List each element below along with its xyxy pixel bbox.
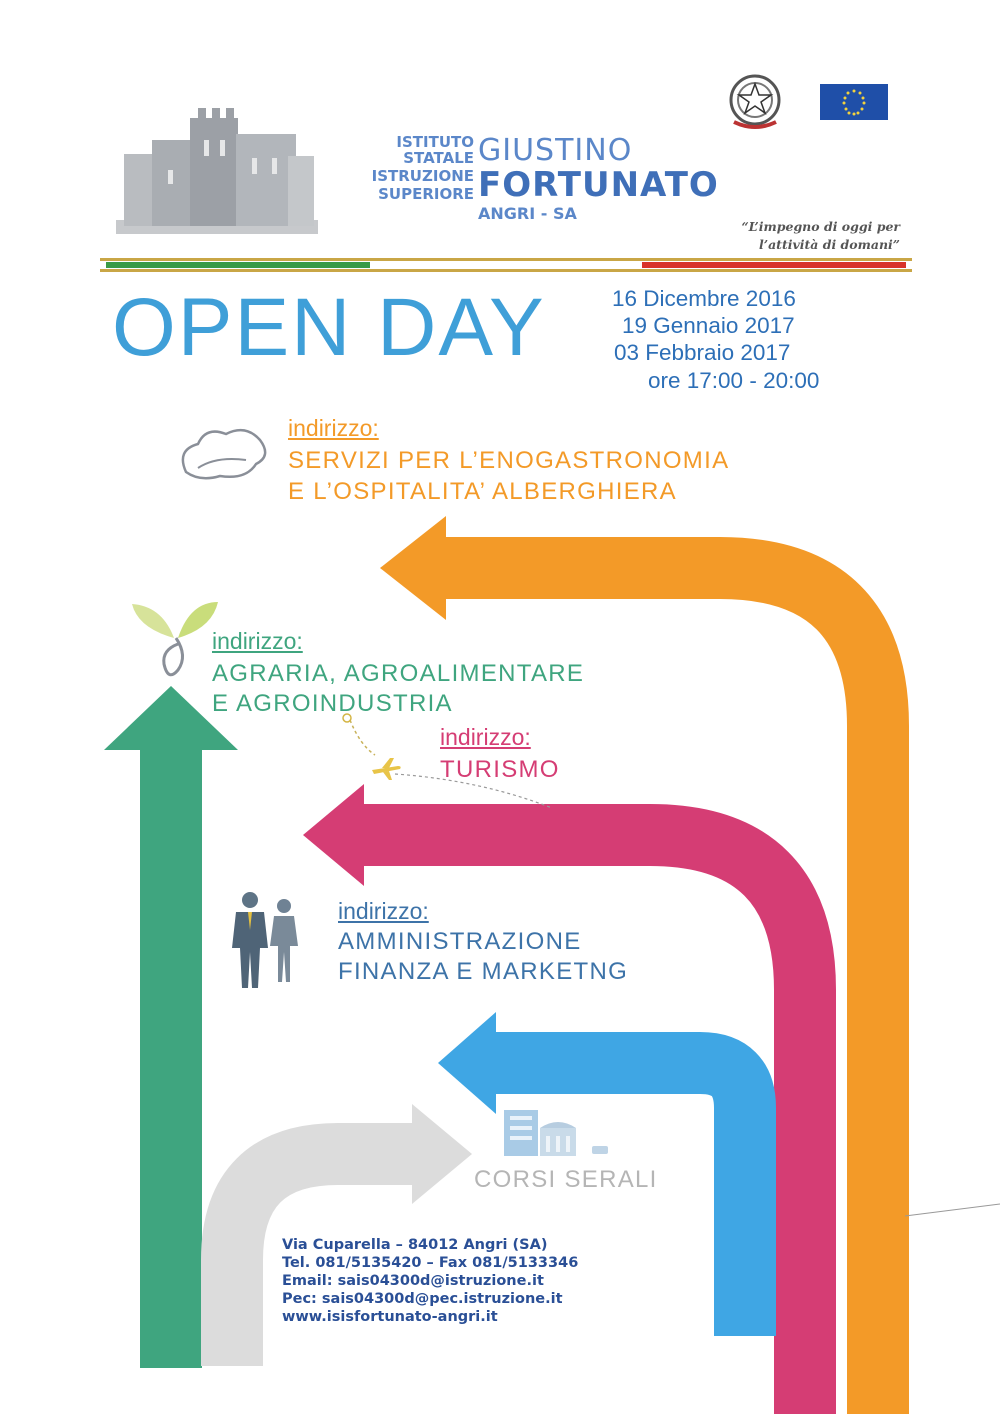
orange-arrow-head [380,516,446,620]
institute-line-4: SUPERIORE [378,185,474,203]
event-date-2: 19 Gennaio 2017 [622,313,795,338]
eu-flag-icon [820,84,888,120]
contact-address: Via Cuparella – 84012 Angri (SA) [282,1237,548,1253]
amministrazione-line-1: AMMINISTRAZIONE [338,928,582,955]
event-hours: ore 17:00 - 20:00 [648,368,820,393]
agraria-label: indirizzo: [212,628,303,654]
enogastronomia-line-1: SERVIZI PER L’ENOGASTRONOMIA [288,447,730,474]
school-name-last: FORTUNATO [478,165,719,205]
school-motto [640,218,900,254]
amministrazione-line-2: FINANZA E MARKETNG [338,958,629,985]
contact-block [282,1236,578,1326]
turismo-line-1: TURISMO [440,756,560,783]
green-arrow-shaft [140,748,202,1368]
institute-line-1: ISTITUTO [396,133,474,151]
travel-path [350,720,375,755]
gray-arrow-head [412,1104,472,1204]
scan-mark [905,1204,1000,1216]
chef-hat-icon [176,420,272,486]
contact-pec[interactable]: Pec: sais04300d@pec.istruzione.it [282,1291,563,1307]
amministrazione-label: indirizzo: [338,898,429,924]
castle-icon [112,100,322,240]
school-name-first: GIUSTINO [478,133,633,168]
school-city: ANGRI - SA [478,204,577,223]
event-date-1: 16 Dicembre 2016 [612,286,796,311]
business-people-icon [228,890,304,990]
agraria-line-2: E AGROINDUSTRIA [212,690,453,717]
motto-line-2: l’attività di domani” [758,237,900,252]
italian-emblem-icon [722,70,788,136]
event-date-3: 03 Febbraio 2017 [614,340,791,365]
motto-line-1: “L’impegno di oggi per [741,219,900,234]
enogastronomia-label: indirizzo: [288,415,379,441]
institute-line-3: ISTRUZIONE [371,167,474,185]
institute-line-2: STATALE [403,149,474,167]
contact-email[interactable]: Email: sais04300d@istruzione.it [282,1273,544,1289]
serali-label: CORSI SERALI [474,1166,658,1193]
pink-arrow-head [303,784,364,886]
contact-website[interactable]: www.isisfortunato-angri.it [282,1309,498,1325]
agraria-line-1: AGRARIA, AGROALIMENTARE [212,660,585,687]
contact-phone: Tel. 081/5135420 – Fax 081/5133346 [282,1255,579,1271]
enogastronomia-line-2: E L’OSPITALITA’ ALBERGHIERA [288,478,677,505]
blue-arrow-head [438,1012,496,1114]
airplane-icon [370,756,402,782]
turismo-label: indirizzo: [440,724,531,750]
event-title: OPEN DAY [112,282,546,373]
tricolor-divider [100,258,912,272]
buildings-icon [500,1108,620,1158]
sprout-icon [128,598,220,682]
